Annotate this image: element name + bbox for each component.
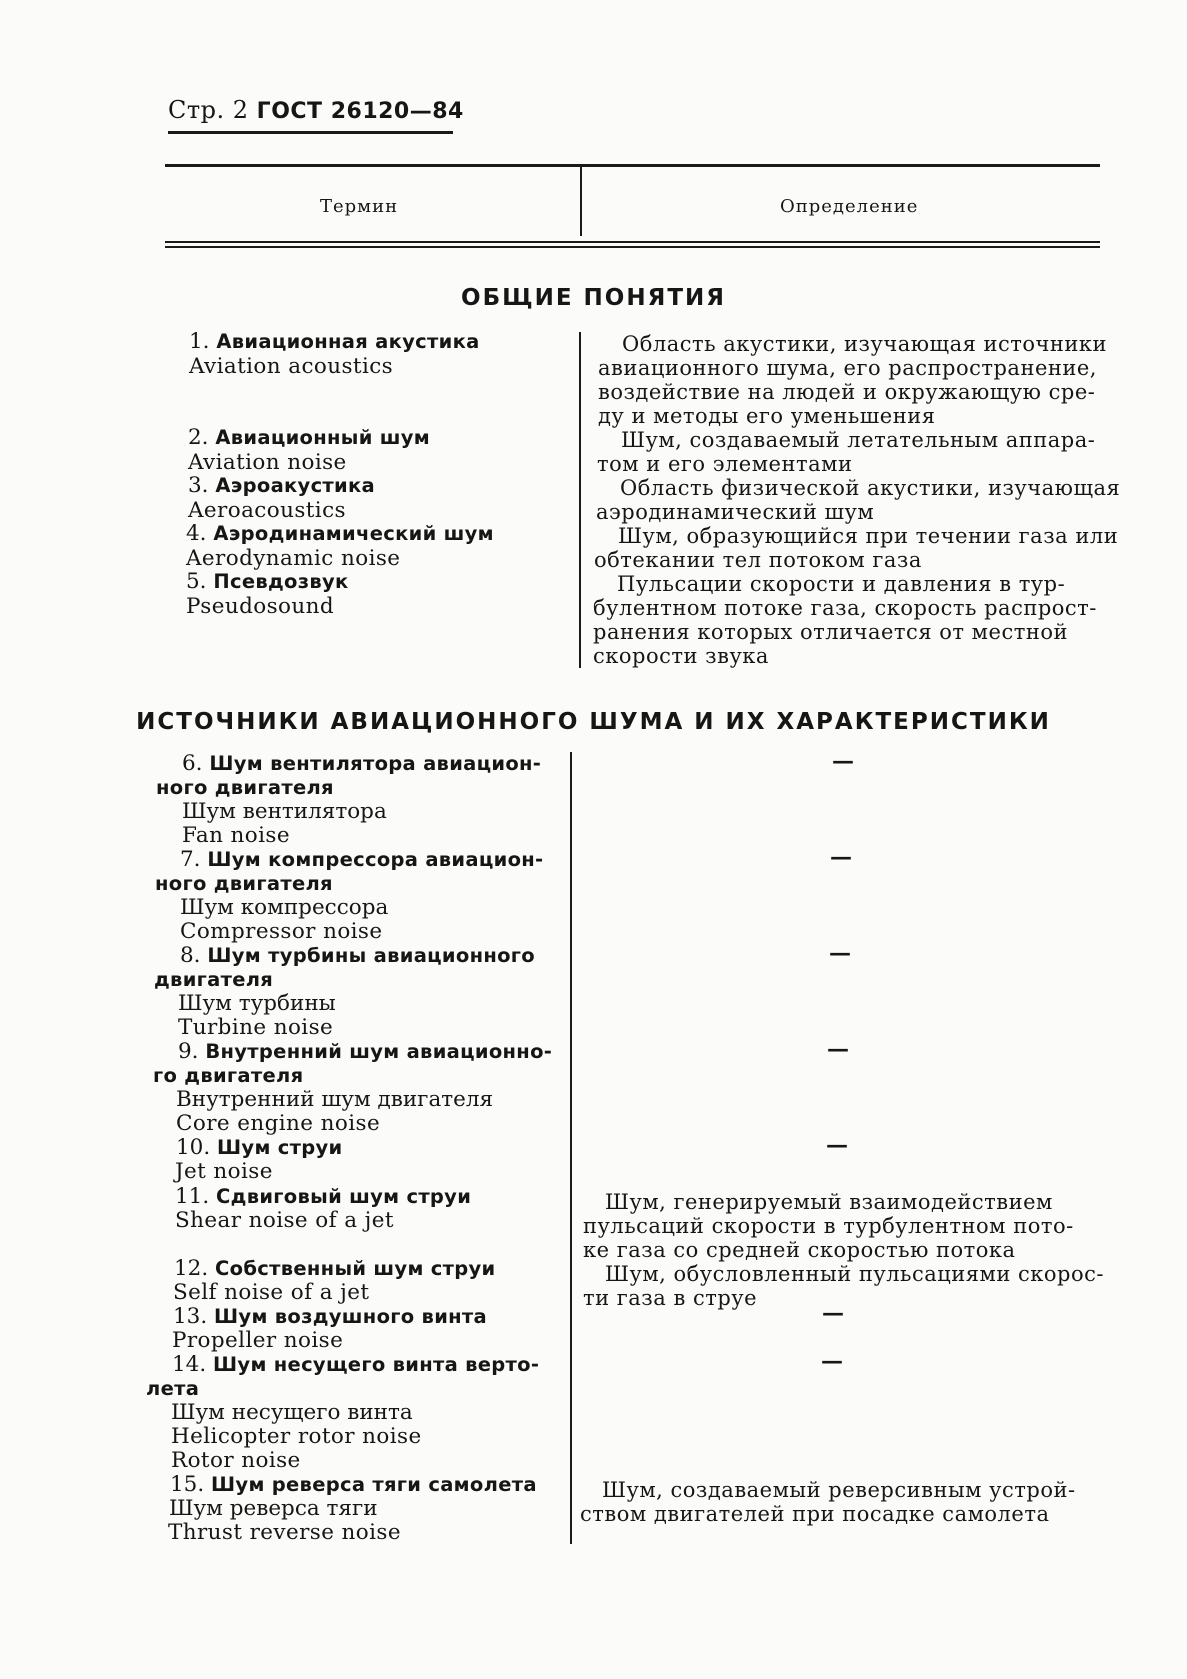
term-3-en: Aeroacoustics [188,498,346,523]
definition-7-dash: — [830,844,852,870]
term-8: 8. Шум турбины авиационного [180,943,535,968]
term-12-en: Self noise of a jet [173,1280,370,1305]
definition-14-dash: — [821,1348,843,1374]
term-8-cont: двигателя [154,968,274,991]
term-9: 9. Внутренний шум авиационно- [178,1039,553,1064]
definition-5-line: скорости звука [593,644,769,668]
term-9-cont: го двигателя [153,1064,304,1087]
column-divider [579,332,581,668]
term-1: 1. Авиационная акустика [189,329,480,354]
term-5-en: Pseudosound [186,594,335,619]
term-4: 4. Аэродинамический шум [186,521,494,546]
definition-2-line: Шум, создаваемый летательным аппара- [621,428,1096,452]
definition-11-line: пульсаций скорости в турбулентном пото- [583,1214,1074,1238]
definition-4-line: обтекании тел потоком газа [594,548,922,572]
definition-9-dash: — [827,1036,849,1062]
term-9-en: Core engine noise [176,1111,381,1136]
term-10-en: Jet noise [175,1159,273,1184]
term-8-en: Turbine noise [178,1015,334,1040]
term-14-synonym: Шум несущего винта [171,1400,413,1425]
term-13: 13. Шум воздушного винта [173,1304,487,1329]
page-number: Стр. 2 [168,96,249,124]
term-2: 2. Авиационный шум [188,425,431,450]
column-divider [570,752,572,1544]
definition-12-line: Шум, обусловленный пульсациями скорос- [605,1262,1104,1286]
definition-12-line: ти газа в струе [583,1286,758,1310]
table-header-rule-double [165,246,1100,248]
section-title-sources: ИСТОЧНИКИ АВИАЦИОННОГО ШУМА И ИХ ХАРАКТЕРИСТИКИ [136,709,1051,735]
term-7: 7. Шум компрессора авиацион- [180,847,544,872]
term-14-cont: лета [146,1377,200,1400]
definition-13-dash: — [822,1300,844,1326]
term-8-synonym: Шум турбины [178,991,336,1016]
term-12: 12. Собственный шум струи [174,1256,496,1281]
definition-15-line: Шум, создаваемый реверсивным устрой- [602,1478,1076,1502]
definition-5-line: булентном потоке газа, скорость распрост- [593,596,1097,620]
definition-6-dash: — [832,748,854,774]
term-7-synonym: Шум компрессора [180,895,389,920]
term-6-en: Fan noise [182,823,290,848]
standard-number: ГОСТ 26120—84 [256,99,464,124]
definition-10-dash: — [826,1132,848,1158]
term-14-en-alt: Rotor noise [171,1448,301,1473]
definition-1-line: ду и методы его уменьшения [598,404,936,428]
term-7-cont: ного двигателя [155,872,333,895]
definition-5-line: ранения которых отличается от местной [593,620,1068,644]
term-11-en: Shear noise of a jet [175,1208,394,1233]
header-rule [168,131,453,134]
term-14-en: Helicopter rotor noise [171,1424,422,1449]
term-2-en: Aviation noise [188,450,347,475]
table-header-divider [580,164,582,236]
term-14: 14. Шум несущего винта верто- [172,1352,540,1377]
term-11: 11. Сдвиговый шум струи [175,1184,472,1209]
term-1-en: Aviation acoustics [189,354,394,379]
definition-15-line: ством двигателей при посадке самолета [580,1502,1050,1526]
definition-11-line: Шум, генерируемый взаимодействием [605,1190,1053,1214]
term-6: 6. Шум вентилятора авиацион- [182,751,542,776]
section-title-general: ОБЩИЕ ПОНЯТИЯ [461,285,726,311]
definition-1-line: Область акустики, изучающая источники [622,332,1108,356]
term-6-synonym: Шум вентилятора [182,799,387,824]
term-5: 5. Псевдозвук [186,569,349,594]
page-header [168,96,464,124]
term-15-en: Thrust reverse noise [168,1520,401,1545]
term-6-cont: ного двигателя [156,776,334,799]
definition-1-line: авиационного шума, его распространение, [598,356,1097,380]
term-7-en: Compressor noise [180,919,383,944]
definition-4-line: Шум, образующийся при течении газа или [618,524,1119,548]
term-9-synonym: Внутренний шум двигателя [176,1087,494,1112]
term-4-en: Aerodynamic noise [186,546,401,571]
term-15: 15. Шум реверса тяги самолета [170,1472,537,1497]
table-header-rule [165,241,1100,243]
term-13-en: Propeller noise [172,1328,344,1353]
definition-2-line: том и его элементами [597,452,853,476]
term-15-synonym: Шум реверса тяги [169,1496,378,1521]
definition-5-line: Пульсации скорости и давления в тур- [617,572,1066,596]
column-header-term: Термин [320,196,399,217]
definition-3-line: Область физической акустики, изучающая [620,476,1121,500]
definition-8-dash: — [829,940,851,966]
column-header-definition: Определение [780,196,919,217]
table-top-rule [165,164,1100,167]
definition-1-line: воздействие на людей и окружающую сре- [598,380,1096,404]
definition-11-line: ке газа со средней скоростью потока [583,1238,1016,1262]
term-3: 3. Аэроакустика [188,473,375,498]
definition-3-line: аэродинамический шум [596,500,875,524]
term-10: 10. Шум струи [176,1135,343,1160]
